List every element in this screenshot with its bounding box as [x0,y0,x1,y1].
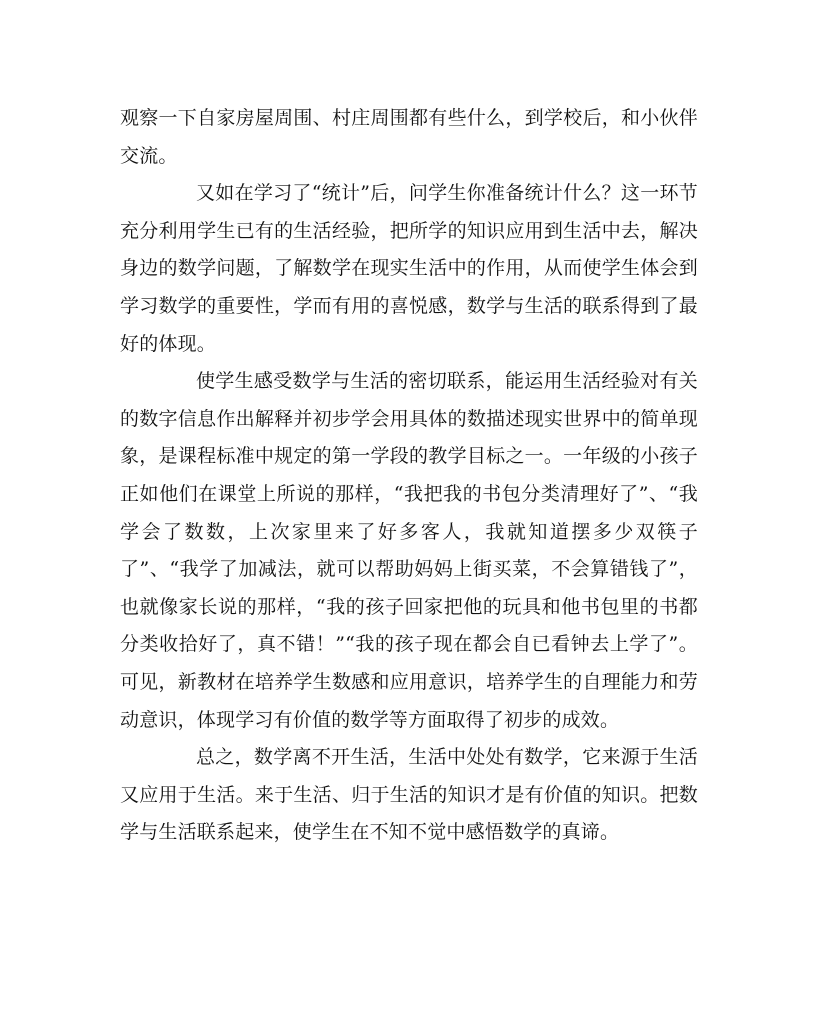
paragraph-continuation: 观察一下自家房屋周围、村庄周围都有些什么，到学校后，和小伙伴交流。 [120,107,698,167]
paragraph-statistics-example: 又如在学习了“统计”后，问学生你准备统计什么？这一环节充分利用学生已有的生活经验，把所学的知识应用到生活中去，解决身边的数学问题，了解数学在现实生活中的作用，从而使学生体会到学习数学的重要性，学而有用的喜悦感，数学与生活的联系得到了最好的体现。 [120,182,698,355]
body-text [120,100,698,852]
paragraph-conclusion: 总之，数学离不开生活，生活中处处有数学，它来源于生活又应用于生活。来于生活、归于生活的知识才是有价值的知识。把数学与生活联系起来，使学生在不知不觉中感悟数学的真谛。 [120,746,698,844]
paragraph-teaching-goal: 使学生感受数学与生活的密切联系，能运用生活经验对有关的数字信息作出解释并初步学会用具体的数描述现实世界中的简单现象，是课程标准中规定的第一学段的教学目标之一。一年级的小孩子正如他们在课堂上所说的那样，“我把我的书包分类清理好了”、“我学会了数数，上次家里来了好多客人，我就知道摆多少双筷子了”、“我学了加减法，就可以帮助妈妈上街买菜，不会算错钱了”，也就像家长说的那样，“我的孩子回家把他的玩具和他书包里的书都分类收拾好了，真不错！”“我的孩子现在都会自已看钟去上学了”。可见，新教材在培养学生数感和应用意识，培养学生的自理能力和劳动意识，体现学习有价值的数学等方面取得了初步的成效。 [120,370,698,731]
